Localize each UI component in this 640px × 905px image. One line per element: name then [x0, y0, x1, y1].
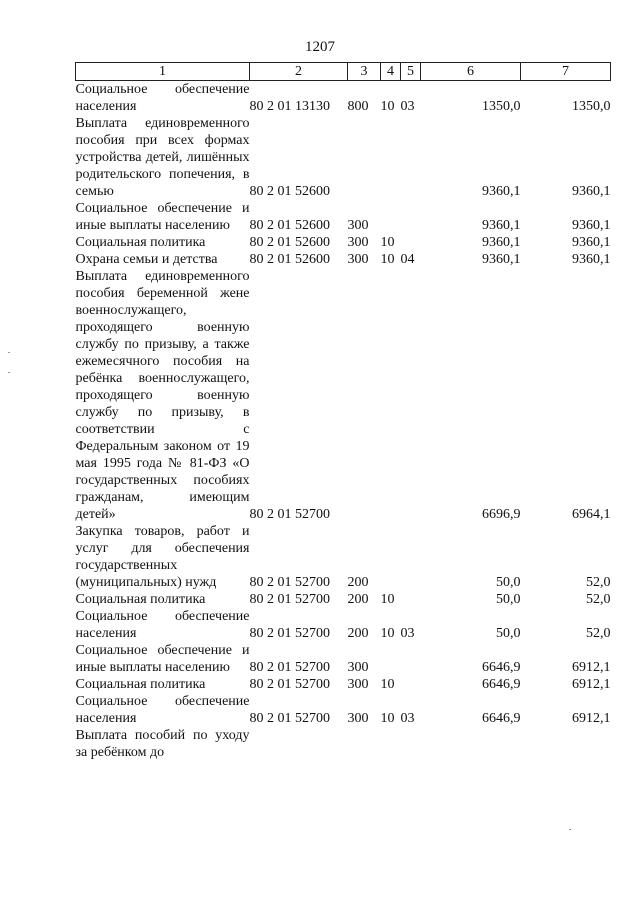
- row-code: 80 2 01 52700: [249, 507, 330, 522]
- row-name: Социальное обеспечение и иные выплаты населению: [75, 643, 250, 675]
- table-row: [76, 591, 611, 608]
- row-name: Социальное обеспечение населения: [75, 82, 250, 114]
- row-code: 80 2 01 52600: [249, 235, 330, 250]
- table-body: [76, 81, 611, 762]
- row-name: Социальная политика: [75, 592, 206, 607]
- header-col-3: 3: [348, 63, 381, 81]
- row-name: Социальное обеспечение населения: [75, 609, 250, 641]
- row-name: Социальная политика: [75, 677, 206, 692]
- table-row: [76, 642, 611, 676]
- row-amount-year2: 6912,1: [572, 660, 611, 675]
- row-name: Социальная политика: [75, 235, 206, 250]
- row-section: 10: [380, 99, 395, 114]
- header-col-2: 2: [250, 63, 348, 81]
- row-subsection: [401, 676, 421, 693]
- row-code: 80 2 01 52700: [249, 711, 330, 726]
- row-name: Выплата единовременного пособия при всех формах устройства детей, лишённых родительского попечения, в семью: [75, 116, 250, 199]
- row-expense-type: 300: [347, 677, 369, 692]
- row-code: 80 2 01 52600: [249, 252, 330, 267]
- row-amount-year2: 52,0: [586, 626, 611, 641]
- scan-speck: [569, 829, 571, 830]
- row-section: [381, 523, 401, 591]
- table-row: [76, 608, 611, 642]
- row-amount-year1: 9360,1: [482, 235, 521, 250]
- row-amount-year2: 52,0: [586, 575, 611, 590]
- row-subsection: 03: [400, 626, 415, 641]
- table-row: [76, 727, 611, 761]
- row-code: 80 2 01 52600: [249, 184, 330, 199]
- header-col-7: 7: [521, 63, 611, 81]
- row-expense-type: 200: [347, 626, 369, 641]
- row-section: [381, 115, 401, 200]
- page-number: 1207: [305, 39, 335, 55]
- header-col-5: 5: [401, 63, 421, 81]
- row-amount-year2: 9360,1: [572, 184, 611, 199]
- row-amount-year1: 6646,9: [482, 711, 521, 726]
- row-amount-year1: 50,0: [496, 626, 521, 641]
- row-amount-year1: 6646,9: [482, 660, 521, 675]
- row-subsection: 03: [400, 99, 415, 114]
- row-expense-type: 800: [347, 99, 369, 114]
- row-subsection: [401, 523, 421, 591]
- row-amount-year2: 6964,1: [572, 507, 611, 522]
- row-subsection: [401, 234, 421, 251]
- row-name: Социальное обеспечение и иные выплаты населению: [75, 201, 250, 233]
- row-name: Выплата пособий по уходу за ребёнком до: [75, 728, 250, 760]
- row-amount-year1: 9360,1: [482, 218, 521, 233]
- row-subsection: 03: [400, 711, 415, 726]
- row-section: 10: [380, 711, 395, 726]
- row-subsection: [401, 268, 421, 523]
- table-row: [76, 115, 611, 200]
- scan-speck: [8, 352, 10, 353]
- row-section: 10: [380, 235, 395, 250]
- row-code: [250, 727, 348, 761]
- row-amount-year2: [521, 727, 611, 761]
- row-expense-type: [348, 115, 381, 200]
- row-section: 10: [380, 252, 395, 267]
- row-amount-year1: 1350,0: [482, 99, 521, 114]
- row-subsection: [401, 200, 421, 234]
- header-col-4: 4: [381, 63, 401, 81]
- row-amount-year1: 6646,9: [482, 677, 521, 692]
- row-name: Социальное обеспечение населения: [75, 694, 250, 726]
- row-expense-type: 300: [347, 235, 369, 250]
- row-amount-year2: 6912,1: [572, 711, 611, 726]
- row-code: 80 2 01 13130: [249, 99, 330, 114]
- row-code: 80 2 01 52700: [249, 575, 330, 590]
- row-amount-year2: 9360,1: [572, 252, 611, 267]
- row-amount-year1: 50,0: [496, 592, 521, 607]
- row-name: Закупка товаров, работ и услуг для обеспечения государственных (муниципальных) нужд: [75, 524, 250, 590]
- row-name: Охрана семьи и детства: [75, 252, 218, 267]
- row-subsection: [401, 642, 421, 676]
- row-subsection: [401, 115, 421, 200]
- row-expense-type: 300: [347, 711, 369, 726]
- row-subsection: 04: [400, 252, 415, 267]
- row-section: 10: [380, 626, 395, 641]
- table-row: [76, 523, 611, 591]
- table-row: [76, 693, 611, 727]
- header-col-6: 6: [421, 63, 521, 81]
- table-row: [76, 200, 611, 234]
- row-subsection: [401, 591, 421, 608]
- row-amount-year1: 50,0: [496, 575, 521, 590]
- row-amount-year1: 9360,1: [482, 252, 521, 267]
- row-expense-type: [348, 727, 381, 761]
- row-section: [381, 200, 401, 234]
- table-row: [76, 81, 611, 116]
- table-header: [76, 63, 611, 81]
- row-amount-year2: 9360,1: [572, 218, 611, 233]
- row-subsection: [401, 727, 421, 761]
- scan-speck: [8, 372, 10, 373]
- row-code: 80 2 01 52700: [249, 592, 330, 607]
- row-amount-year1: 6696,9: [482, 507, 521, 522]
- row-expense-type: 200: [347, 575, 369, 590]
- row-code: 80 2 01 52700: [249, 677, 330, 692]
- row-amount-year1: 9360,1: [482, 184, 521, 199]
- row-name: Выплата единовременного пособия беременной жене военнослужащего, проходящего военную службу по призыву, а также ежемесячного пособия на ребёнка военнослужащего, проходящего военную службу по призыву, в соответствии с Федеральным законом от 19 мая 1995 года № 81-ФЗ «О государственных пособиях гражданам, имеющим детей»: [75, 269, 250, 522]
- header-row: [76, 63, 611, 81]
- row-amount-year2: 6912,1: [572, 677, 611, 692]
- row-amount-year2: 52,0: [586, 592, 611, 607]
- table-row: [76, 268, 611, 523]
- row-code: 80 2 01 52700: [249, 660, 330, 675]
- row-code: 80 2 01 52600: [249, 218, 330, 233]
- row-section: 10: [380, 592, 395, 607]
- row-amount-year2: 9360,1: [572, 235, 611, 250]
- table-row: [76, 234, 611, 251]
- row-expense-type: 300: [347, 660, 369, 675]
- row-expense-type: 300: [347, 218, 369, 233]
- row-section: [381, 642, 401, 676]
- header-col-1: 1: [76, 63, 250, 81]
- row-section: [381, 268, 401, 523]
- row-section: 10: [380, 677, 395, 692]
- row-section: [381, 727, 401, 761]
- row-amount-year1: [421, 727, 521, 761]
- table-row: [76, 251, 611, 268]
- row-code: 80 2 01 52700: [249, 626, 330, 641]
- table-row: [76, 676, 611, 693]
- row-expense-type: 300: [347, 252, 369, 267]
- row-amount-year2: 1350,0: [572, 99, 611, 114]
- row-expense-type: 200: [347, 592, 369, 607]
- row-expense-type: [348, 268, 381, 523]
- budget-table: [75, 62, 611, 761]
